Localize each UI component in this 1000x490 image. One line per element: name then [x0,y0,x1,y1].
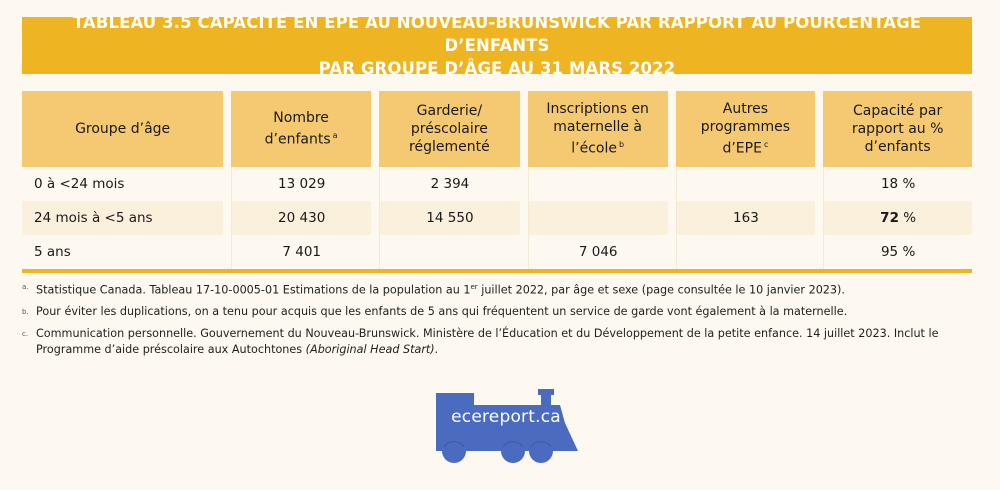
cell-kindergarten [528,167,668,201]
footnote-c [22,326,982,359]
header-text: programmes [700,119,791,136]
header-text: Nombre [273,110,329,127]
cell-daycare [379,235,520,269]
header-kindergarten [528,91,668,167]
header-text: rapport au % [851,121,944,137]
cell-kindergarten: 7 046 [528,235,668,269]
cell-children: 20 430 [231,201,371,235]
header-text: Garderie/ [416,103,483,119]
ecereport-logo [430,385,580,467]
cell-age-group: 24 mois à <5 ans [22,201,223,235]
cell-kindergarten [528,201,668,235]
table-row [22,167,972,201]
footnotes [22,279,982,364]
footnote-text [36,326,982,359]
footnote-text-part: juillet 2022, par âge et sexe (page consultée le 10 janvier 2023). [477,283,845,297]
footnote-marker: c. [22,329,29,338]
header-text: Autres [722,101,769,118]
header-text: d’enfants [264,131,331,148]
logo-text: ecereport.ca [451,407,561,427]
footnote-text-part: Communication personnelle. Gouvernement du Nouveau-Brunswick. Ministère de l’Éducation et du Développement de la petite enfance. 14 juillet 2023. Inclut le Programme d’aide préscolaire aux Autochtones [36,326,939,357]
header-text: réglementé [409,139,490,155]
ordinal-sup: er [470,283,478,291]
footnote-a [22,279,982,299]
header-other-programs [676,91,816,167]
header-text: maternelle à [553,119,643,136]
cell-age-group: 0 à <24 mois [34,176,125,192]
header-text: d’enfants [864,139,931,155]
table-title-line2: PAR GROUPE D’ÂGE AU 31 MARS 2022 [318,59,676,78]
footnote-text-part: Statistique Canada. Tableau 17-10-0005-01 Estimations de la population au 1 [36,283,471,297]
cell-capacity [823,201,972,235]
table-bottom-rule [22,269,972,273]
footnote-text [36,279,982,299]
table-title-line1: TABLEAU 3.5 CAPACITÉ EN EPE AU NOUVEAU-BRUNSWICK PAR RAPPORT AU POURCENTAGE D’ENFANTS [72,13,922,55]
header-text: d’EPE [722,140,762,157]
capacity-value-bold: 72 [880,210,899,226]
cell-other [676,167,816,201]
header-capacity [823,91,972,167]
header-text: Inscriptions en [546,101,649,118]
cell-other: 163 [676,201,816,235]
table-row [22,235,972,269]
footnote-marker: b [618,140,625,150]
table-header-row [22,91,972,167]
cell-capacity: 95 % [823,235,972,269]
header-age-group [22,91,223,167]
footnote-marker: b. [22,308,29,317]
cell-age-group: 5 ans [34,244,71,260]
header-text: préscolaire [410,121,488,137]
footnote-italic: (Aboriginal Head Start) [305,343,435,357]
cell-daycare: 2 394 [379,167,520,201]
footnote-marker: a [332,131,338,141]
cell-children: 7 401 [231,235,371,269]
data-table [22,91,972,273]
cell-daycare: 14 550 [379,201,520,235]
capacity-percent: % [898,210,917,226]
header-text: Capacité par [853,103,943,119]
footnote-b [22,304,982,321]
footnote-text-part: . [434,343,439,357]
cell-capacity: 18 % [823,167,972,201]
footnote-marker: a. [22,283,29,291]
header-text: Groupe d’âge [75,121,171,137]
table-row [22,201,972,235]
header-regulated-daycare [379,91,520,167]
footnote-text: Pour éviter les duplications, on a tenu pour acquis que les enfants de 5 ans qui fréquentent un service de garde vont également à la maternelle. [36,305,848,319]
cell-other [676,235,816,269]
cell-children: 13 029 [231,167,371,201]
footnote-marker: c [763,140,769,150]
header-children-count [231,91,371,167]
table-title [22,13,972,78]
header-text: l’école [571,140,617,157]
